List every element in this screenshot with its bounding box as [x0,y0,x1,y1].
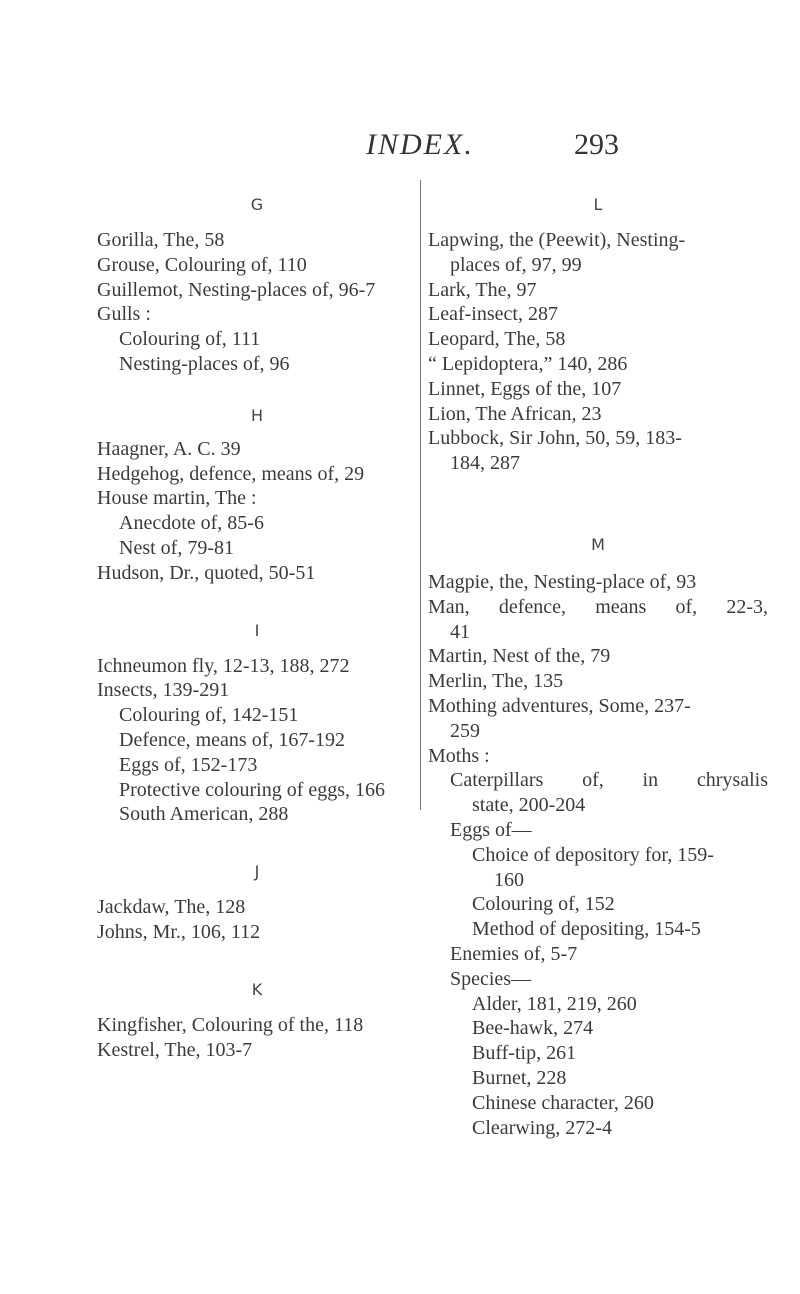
index-entry: Haagner, A. C. 39 [97,437,241,460]
index-entry: Grouse, Colouring of, 110 [97,253,307,276]
index-entry: Lion, The African, 23 [428,402,602,425]
index-subentry: Enemies of, 5-7 [450,942,578,965]
index-subentry: Nest of, 79-81 [119,536,234,559]
index-subentry: South American, 288 [119,803,289,826]
index-entry: Lubbock, Sir John, 50, 59, 183- [428,427,682,450]
index-subentry: Choice of depository for, 159- [472,843,714,866]
page-number: 293 [574,128,619,161]
index-entry: Lapwing, the (Peewit), Nesting- [428,229,686,251]
index-entry: Kestrel, The, 103-7 [97,1038,253,1061]
index-entry-continuation: places of, 97, 99 [450,253,582,276]
section-letter-j: J [254,862,260,882]
index-entry: Mothing adventures, Some, 237- [428,694,691,717]
index-subentry: Buff-tip, 261 [472,1042,577,1065]
index-subentry: Clearwing, 272-4 [472,1116,612,1139]
index-entry: Guillemot, Nesting-places of, 96-7 [97,278,376,301]
index-subentry: Colouring of, 142-151 [119,704,299,727]
index-entry: Jackdaw, The, 128 [97,896,246,919]
index-subentry: Chinese character, 260 [472,1091,654,1114]
index-entry: Hudson, Dr., quoted, 50-51 [97,561,316,584]
index-subentry-continuation: state, 200-204 [472,794,586,817]
column-divider [420,180,421,810]
index-subentry: Bee-hawk, 274 [472,1017,594,1040]
index-entry: Gulls : [97,303,151,326]
index-subentry: Caterpillars of, in chrysalis [450,769,768,792]
index-entry: Kingfisher, Colouring of the, 118 [97,1013,364,1036]
index-subentry: Colouring of, 111 [119,328,261,351]
index-entry-continuation: 259 [450,719,480,742]
left-column [97,188,417,1062]
index-subentry: Defence, means of, 167-192 [119,728,346,751]
index-entry: Insects, 139-291 [97,679,230,702]
section-letter-h: H [250,405,264,425]
index-subentry: Eggs of, 152-173 [119,753,258,776]
index-entry: Leopard, The, 58 [428,328,566,351]
section-letter-m: M [591,534,605,554]
section-letter-k: K [251,979,263,999]
index-entry-continuation: 184, 287 [450,452,520,475]
index-subentry: Anecdote of, 85-6 [119,512,264,535]
index-subentry: Colouring of, 152 [472,893,615,916]
index-entry: Johns, Mr., 106, 112 [97,920,261,943]
index-entry: Martin, Nest of the, 79 [428,645,611,668]
index-subentry-continuation: 160 [494,868,524,891]
index-subentry: Protective colouring of eggs, 166 [119,778,386,801]
index-entry: Gorilla, The, 58 [97,229,225,251]
index-entry: Leaf-insect, 287 [428,303,558,326]
right-column [428,188,768,1140]
index-subentry: Method of depositing, 154-5 [472,918,701,941]
index-entry-continuation: 41 [450,620,470,643]
index-subentry: Species— [450,967,532,990]
index-subentry: Alder, 181, 219, 260 [472,992,637,1015]
index-entry: Merlin, The, 135 [428,670,564,693]
index-entry: Moths : [428,744,490,767]
section-letter-l: L [593,195,603,214]
index-subentry: Burnet, 228 [472,1066,567,1089]
section-letter-i: I [254,620,260,640]
index-entry: Man, defence, means of, 22-3, [428,595,768,618]
index-subentry: Nesting-places of, 96 [119,352,290,375]
index-entry: Magpie, the, Nesting-place of, 93 [428,570,697,593]
page-title: INDEX. [366,128,474,161]
index-entry: “ Lepidoptera,” 140, 286 [428,352,628,375]
index-entry: Ichneumon fly, 12-13, 188, 272 [97,654,350,677]
page-header [0,128,800,168]
index-entry: Lark, The, 97 [428,278,537,301]
index-subentry: Eggs of— [450,818,532,841]
index-entry: Linnet, Eggs of the, 107 [428,377,622,400]
section-letter-g: G [250,195,264,214]
index-entry: House martin, The : [97,487,257,510]
index-entry: Hedgehog, defence, means of, 29 [97,462,365,485]
